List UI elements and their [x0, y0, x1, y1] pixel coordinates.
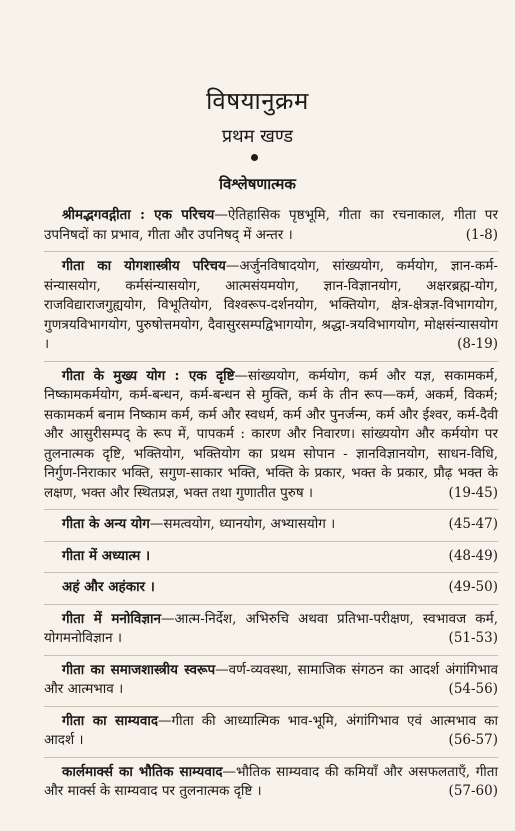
- divider: [44, 757, 498, 758]
- toc-entry-text: —आत्म-निर्देश, अभिरुचि अथवा प्रतिभा-परीक्षण, स्वभावज कर्म, योगमनोविज्ञान ।: [44, 610, 498, 646]
- toc-entry-title: गीता में मनोविज्ञान: [62, 610, 162, 627]
- toc-entry: [44, 712, 498, 751]
- toc-entry-pages: (57-60): [448, 783, 498, 799]
- toc-entry-pages: (48-49): [448, 547, 498, 564]
- toc-entry: [44, 547, 498, 567]
- contents-list: [44, 206, 498, 808]
- toc-entry: [44, 367, 498, 504]
- toc-entry-title: गीता का समाजशास्त्रीय स्वरूप: [62, 661, 216, 678]
- toc-entry-text: —अर्जुनविषादयोग, सांख्ययोग, कर्मयोग, ज्ञान-कर्म-संन्यासयोग, कर्मसंन्यासयोग, आत्मसंयमयोग, ज्ञान-विज्ञानयोग, अक्षरब्रह्म-योग, राजविद्याराजगुह्ययोग, विभूतियोग, विश्वरूप-दर्शनयोग, भक्तियोग, क्षेत्र-क्षेत्रज्ञ-विभागयोग, गुणत्रयविभागयोग, पुरुषोत्तमयोग, दैवासुरसम्पद्विभागयोग, श्रद्धा-त्रयविभागयोग, मोक्षसंन्यासयोग ।: [44, 258, 498, 352]
- toc-entry: [44, 763, 498, 802]
- bullet-ornament: [251, 154, 258, 161]
- divider: [44, 361, 498, 362]
- toc-entry: [44, 661, 498, 700]
- divider: [44, 572, 498, 573]
- divider: [44, 706, 498, 707]
- toc-entry-title: गीता के अन्य योग: [62, 516, 150, 532]
- page-heading: विषयानुक्रम: [206, 87, 309, 115]
- toc-entry: [44, 578, 498, 598]
- toc-entry-title: गीता का योगशास्त्रीय परिचय: [62, 258, 226, 274]
- toc-entry-pages: (45-47): [448, 516, 498, 532]
- part-subheading: प्रथम खण्ड: [221, 126, 294, 147]
- toc-entry-title: श्रीमद्भगवद्गीता : एक परिचय: [62, 207, 215, 223]
- toc-entry-pages: (49-50): [448, 579, 498, 595]
- toc-entry-title: गीता में अध्यात्म ।: [62, 547, 151, 564]
- toc-entry-text: —गीता की आध्यात्मिक भाव-भूमि, अंगांगिभाव एवं आत्मभाव का आदर्श ।: [44, 712, 498, 748]
- toc-entry-pages: (56-57): [448, 732, 498, 748]
- toc-entry-text: —ऐतिहासिक पृष्ठभूमि, गीता का रचनाकाल, गीता पर उपनिषदों का प्रभाव, गीता और उपनिषद् में अन्तर ।: [44, 207, 498, 243]
- divider: [44, 655, 498, 656]
- divider: [44, 509, 498, 510]
- divider: [44, 251, 498, 252]
- toc-entry-text: —सांख्ययोग, कर्मयोग, कर्म और यज्ञ, सकामकर्म, निष्कामकर्मयोग, कर्म-बन्धन, कर्म-बन्धन से मुक्ति, कर्म के तीन रूप—कर्म, अकर्म, विकर्म; सकामकर्म बनाम निष्काम कर्म, कर्म और स्वधर्म, कर्म और पुनर्जन्म, कर्म और ईश्वर, कर्म-दैवी और आसुरीसम्पद् के रूप में, पापकर्म : कारण और निवारण। सांख्ययोग और कर्मयोग पर तुलनात्मक दृष्टि, भक्तियोग, भक्तियोग का प्रथम सोपान - ज्ञानविज्ञानयोग, साधन-विधि, निर्गुण-निराकार भक्ति, सगुण-साकार भक्ति, भक्ति के प्रकार, भक्त के प्रकार, प्रौढ़ भक्त के लक्षण, भक्त और स्थितप्रज्ञ, भक्त तथा गुणातीत पुरुष ।: [44, 367, 499, 501]
- toc-entry-title: अहं और अहंकार ।: [62, 579, 155, 595]
- toc-entry-text: —वर्ण-व्यवस्था, सामाजिक संगठन का आदर्श अंगांगिभाव और आत्मभाव ।: [44, 661, 498, 697]
- toc-entry-text: —भौतिक साम्यवाद की कमियाँ और असफलताएँ, गीता और मार्क्स के साम्यवाद पर तुलनात्मक दृष्टि ।: [44, 763, 498, 799]
- toc-entry-pages: (8-19): [457, 336, 498, 352]
- toc-entry: [44, 515, 498, 535]
- toc-entry-pages: (19-45): [448, 484, 498, 501]
- toc-entry-text: —समत्वयोग, ध्यानयोग, अभ्यासयोग ।: [149, 516, 336, 532]
- toc-entry-title: कार्लमार्क्स का भौतिक साम्यवाद: [62, 763, 223, 780]
- toc-entry-pages: (1-8): [465, 226, 498, 243]
- toc-entry-title: गीता के मुख्य योग : एक दृष्टि: [62, 367, 235, 384]
- toc-entry: [44, 206, 498, 245]
- toc-entry-title: गीता का साम्यवाद: [62, 712, 158, 729]
- section-heading: विश्लेषणात्मक: [219, 175, 296, 193]
- divider: [44, 541, 498, 542]
- divider: [44, 604, 498, 605]
- toc-entry-pages: (54-56): [448, 681, 498, 697]
- toc-entry: [44, 610, 498, 649]
- toc-entry-pages: (51-53): [448, 630, 498, 646]
- toc-entry: [44, 257, 498, 355]
